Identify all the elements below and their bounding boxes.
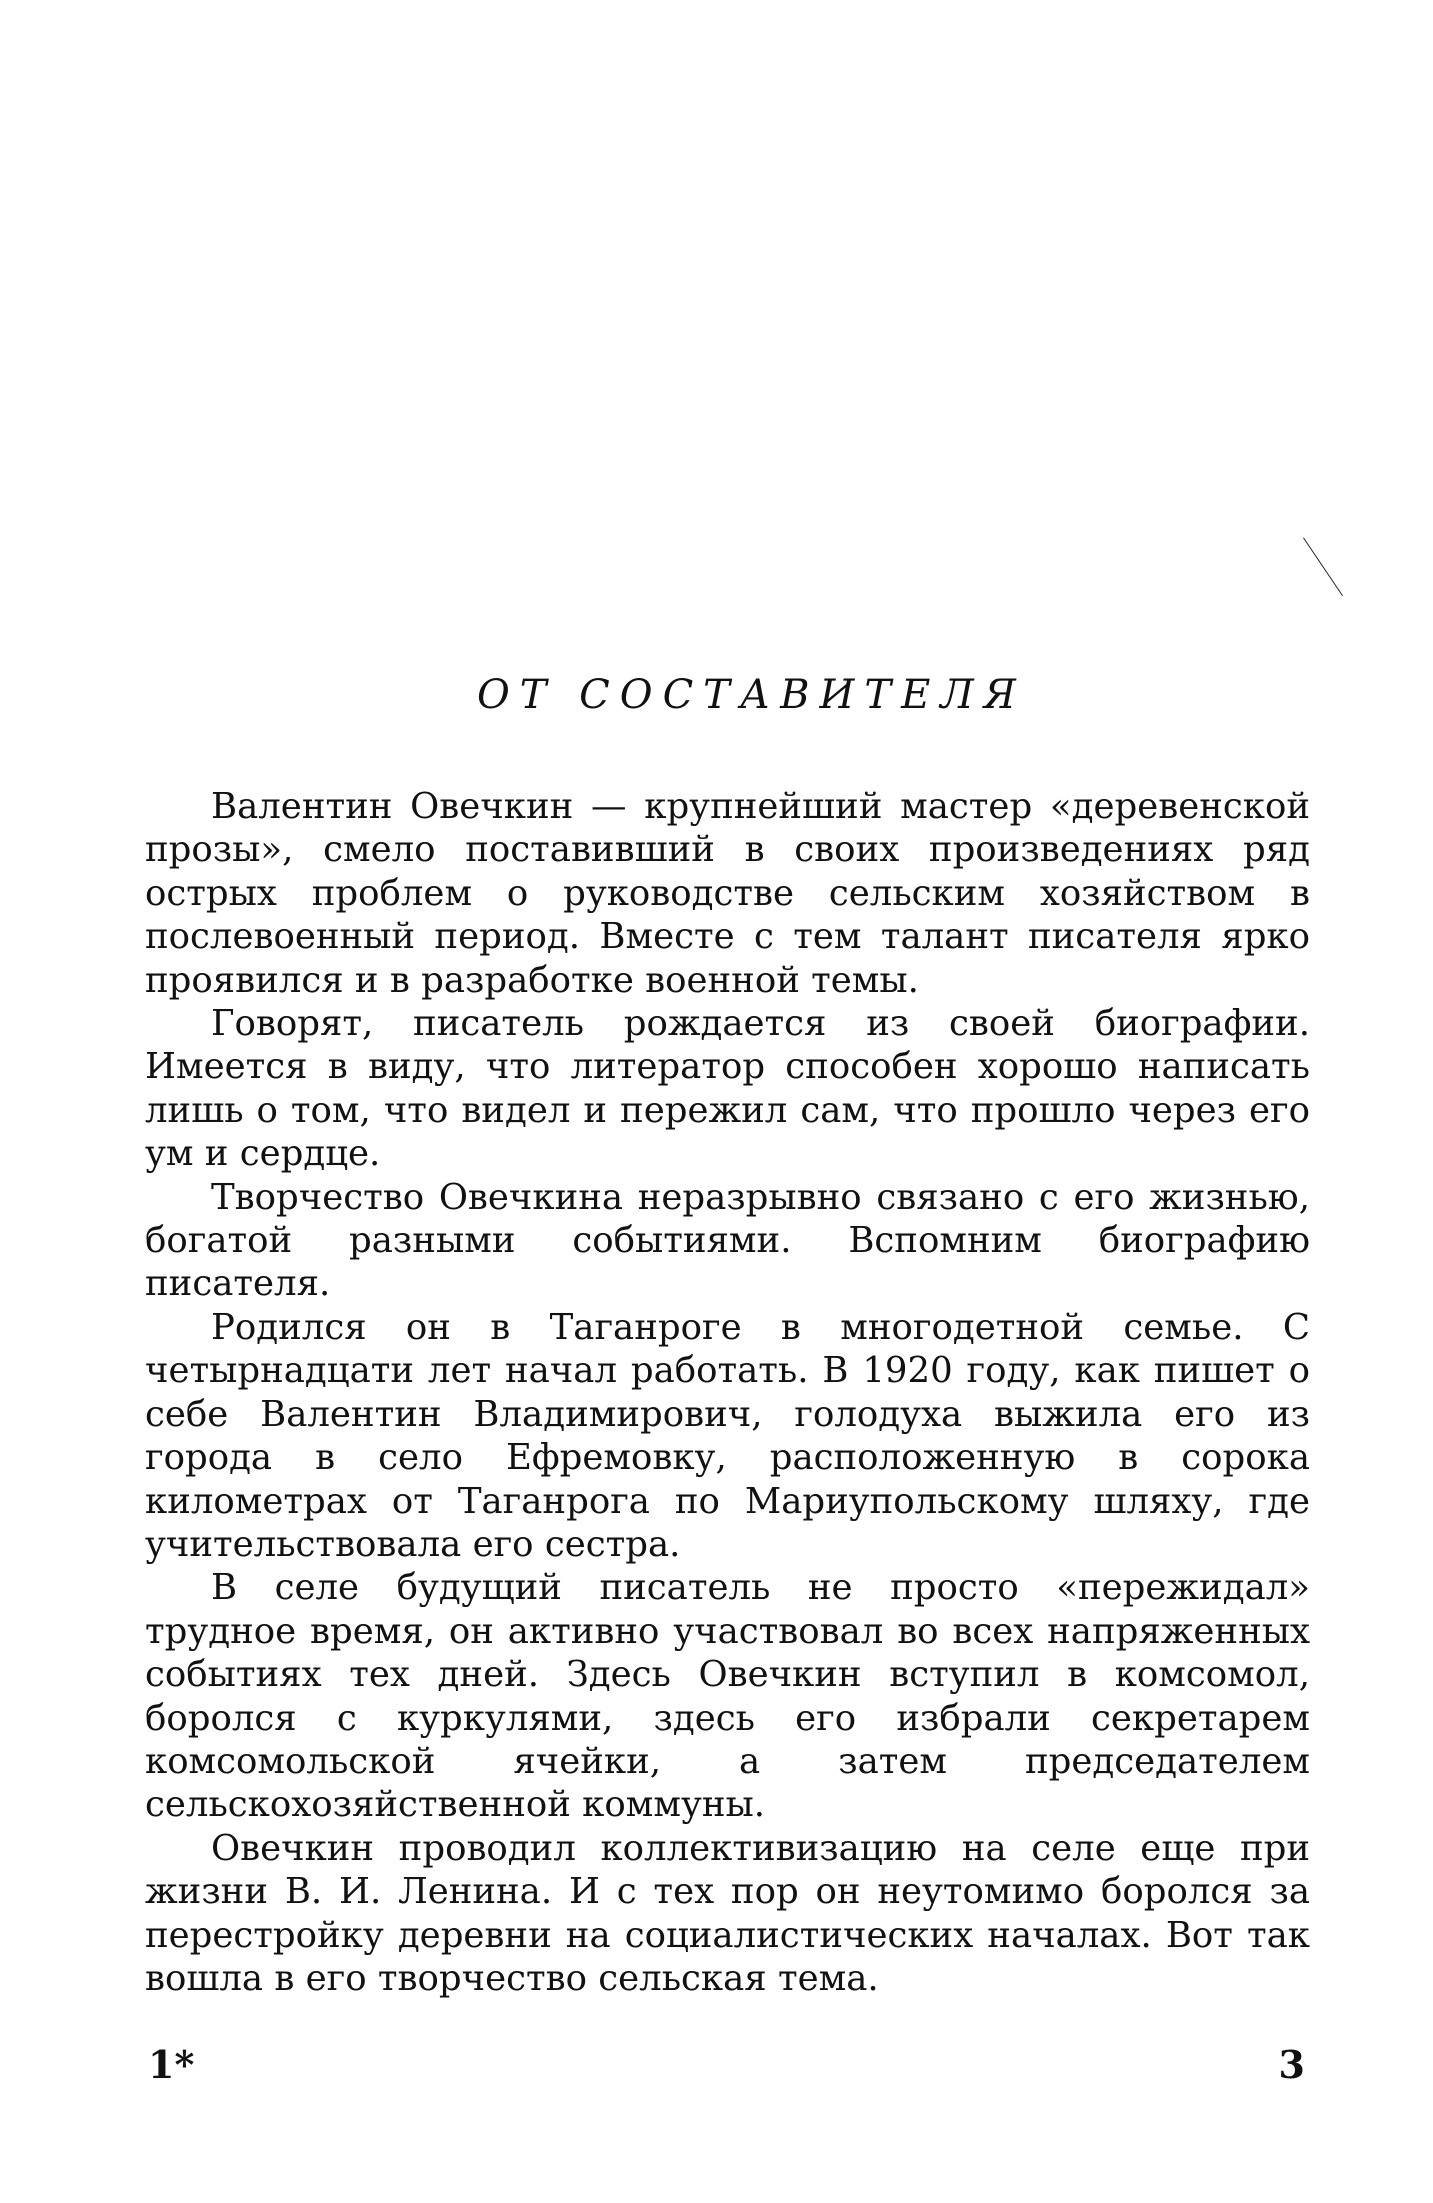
- body-text: [145, 785, 1310, 2000]
- page-number: 3: [1278, 2042, 1305, 2087]
- paragraph-2: Говорят, писатель рождается из своей биографии. Имеется в виду, что литератор способен хорошо написать лишь о том, что видел и пережил сам, что прошло через его ум и сердце.: [145, 1003, 1310, 1175]
- paragraph-3: Творчество Овечкина неразрывно связано с его жизнью, богатой разными событиями. Вспомним биографию писателя.: [145, 1176, 1310, 1305]
- paragraph-6: Овечкин проводил коллективизацию на селе еще при жизни В. И. Ленина. И с тех пор он неутомимо боролся за перестройку деревни на социалистических началах. Вот так вошла в его творчество сельская тема.: [145, 1827, 1310, 1999]
- signature-mark: 1*: [148, 2042, 195, 2087]
- pencil-mark: [1303, 537, 1343, 596]
- paragraph-4: Родился он в Таганроге в многодетной семье. С четырнадцати лет начал работать. В 1920 году, как пишет о себе Валентин Владимирович, голодуха выжила его из города в село Ефремовку, расположенную в сорока километрах от Таганрога по Мариупольскому шляху, где учительствовала его сестра.: [145, 1306, 1310, 1565]
- paragraph-1: Валентин Овечкин — крупнейший мастер «деревенской прозы», смело поставивший в своих произведениях ряд острых проблем о руководстве сельским хозяйством в послевоенный период. Вместе с тем талант писателя ярко проявился и в разработке военной темы.: [145, 786, 1310, 1001]
- paragraph-5: В селе будущий писатель не просто «пережидал» трудное время, он активно участвовал во всех напряженных событиях тех дней. Здесь Овечкин вступил в комсомол, боролся с куркулями, здесь его избрали секретарем комсомольской ячейки, а затем председателем сельскохозяйственной коммуны.: [145, 1567, 1310, 1826]
- page-title: ОТ СОСТАВИТЕЛЯ: [476, 672, 1026, 718]
